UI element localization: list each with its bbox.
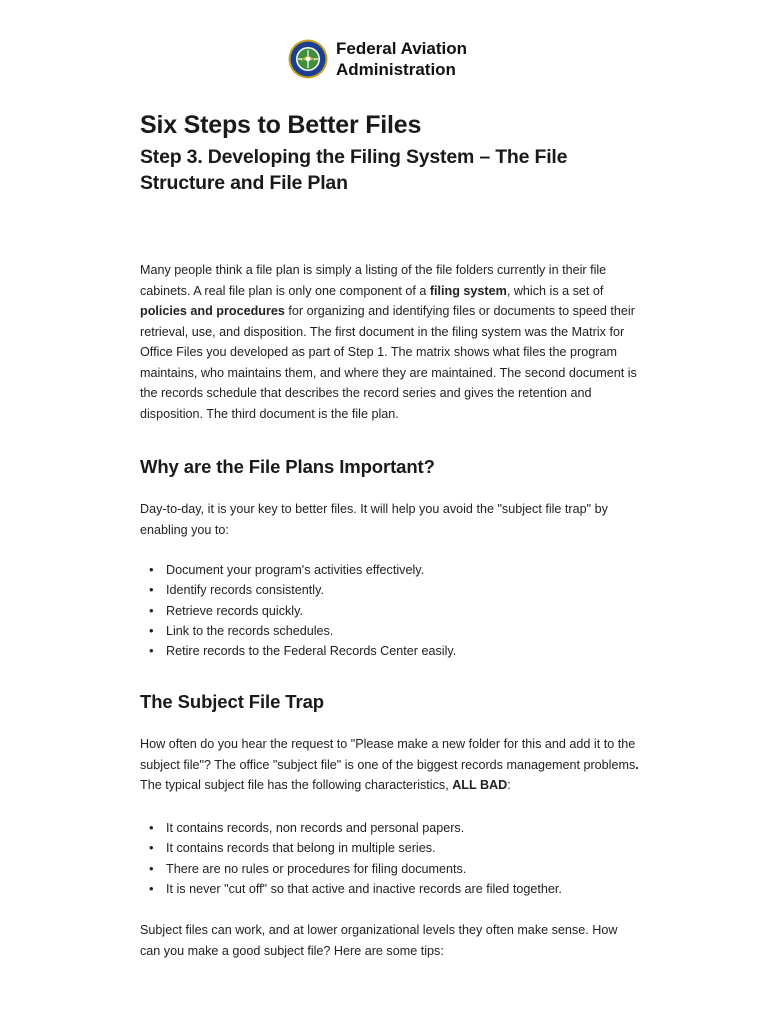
- faa-logo: [288, 38, 467, 80]
- faa-seal-icon: [288, 39, 328, 79]
- trap-bold-all-bad: ALL BAD: [452, 778, 508, 793]
- org-name: [336, 38, 467, 80]
- why-paragraph: Day-to-day, it is your key to better files. It will help you avoid the "subject file trap" by enabling you to:: [140, 502, 608, 537]
- page-subtitle: Step 3. Developing the Filing System – The File Structure and File Plan: [140, 146, 568, 194]
- intro-bold-filing-system: filing system: [429, 283, 507, 298]
- list-item: • It contains records that belong in multiple series.: [166, 838, 640, 858]
- intro-bold-policies: policies and procedures: [140, 304, 285, 318]
- list-item: • It is never "cut off" so that active and inactive records are filed together.: [166, 879, 640, 899]
- trap-text-3: :: [507, 778, 511, 793]
- list-item: • Document your program's activities effectively.: [166, 560, 640, 580]
- intro-text-2: , which is a set of: [506, 283, 604, 298]
- org-name-line1: Federal Aviation: [336, 39, 467, 58]
- characteristics-list: [140, 818, 640, 899]
- trap-text-1: How often do you hear the request to "Please make a new folder for this and add it to the subject file"? The office "subject file" is one of the biggest records management problems: [140, 737, 636, 772]
- closing-paragraph: Subject files can work, and at lower organizational levels they often make sense. How can you make a good subject file? Here are some tips:: [140, 923, 618, 958]
- intro-paragraph: [140, 260, 640, 424]
- list-item: • Retrieve records quickly.: [166, 601, 640, 621]
- list-item: • There are no rules or procedures for filing documents.: [166, 859, 640, 879]
- benefits-list: [140, 560, 640, 661]
- page-title: Six Steps to Better Files: [140, 111, 422, 139]
- trap-paragraph: [140, 734, 640, 796]
- list-item: • It contains records, non records and personal papers.: [166, 818, 640, 838]
- section-heading-why: Why are the File Plans Important?: [140, 456, 435, 477]
- list-item: • Identify records consistently.: [166, 580, 640, 600]
- main-content: [140, 108, 640, 961]
- trap-text-2: The typical subject file has the following characteristics,: [140, 778, 453, 793]
- org-name-line2: Administration: [336, 60, 456, 79]
- intro-text-1: Many people think a file plan is simply a listing of the file folders currently in their file cabinets. A real file plan is only one component of a: [140, 263, 607, 298]
- list-item: • Retire records to the Federal Records Center easily.: [166, 641, 640, 661]
- list-item: • Link to the records schedules.: [166, 621, 640, 641]
- section-heading-subject-file-trap: The Subject File Trap: [140, 691, 324, 713]
- trap-bold-period: .: [635, 757, 639, 772]
- intro-text-3: for organizing and identifying files or documents to speed their retrieval, use, and disposition. The first document in the filing system was the Matrix for Office Files you developed as part of Step 1. The matrix shows what files the program maintains, who maintains them, and where they are maintained. The second document is the records schedule that describes the record series and gives the retention and disposition. The third document is the file plan.: [140, 304, 637, 421]
